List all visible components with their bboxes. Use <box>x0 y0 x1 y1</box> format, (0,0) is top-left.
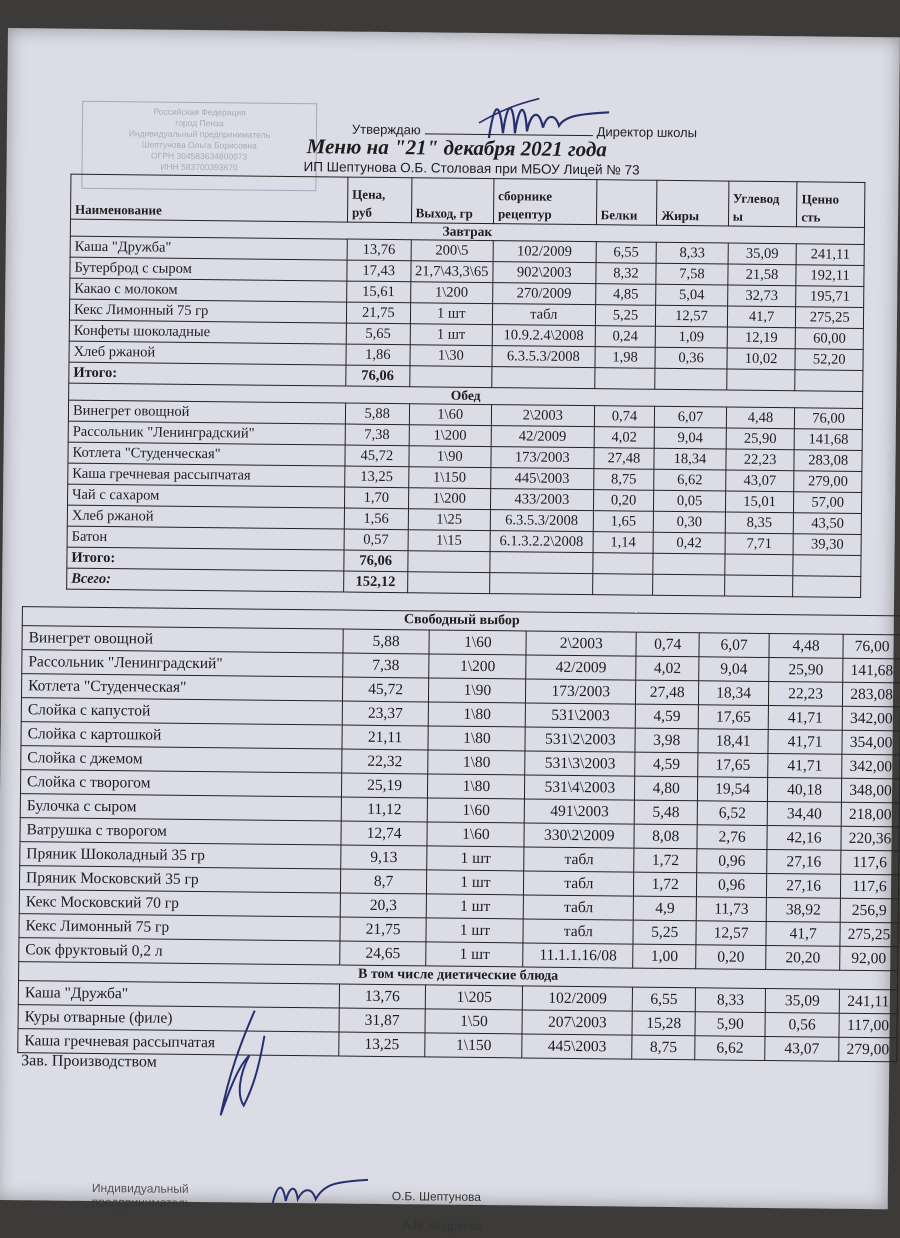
cell-value: 117,6 <box>841 850 899 875</box>
cell-value: 1\60 <box>409 404 492 426</box>
cell-value: 0,96 <box>697 873 767 898</box>
cell-value: 279,00 <box>839 1037 897 1062</box>
cell-value: 1,14 <box>593 532 654 554</box>
cell-value: 8,08 <box>634 824 697 849</box>
organization-stamp: Российская Федерация город Пенза Индивидуальный предприниматель Шептунова Ольга Борисовна ОГРН 304583634800073 ИНН 583700393670 <box>81 101 317 191</box>
cell-value: 1\90 <box>409 446 492 468</box>
cell-value: 13,76 <box>339 984 426 1009</box>
cell-value: 21,75 <box>340 917 427 942</box>
cell-value: 1\90 <box>429 678 526 703</box>
column-header: Белки <box>596 180 657 226</box>
dish-name: Слойка с капустой <box>21 698 342 725</box>
cell-value: 9,04 <box>654 427 726 449</box>
cell-value: 2\2003 <box>526 631 636 656</box>
cell-value: 1,70 <box>344 487 408 509</box>
cell-value: 1\200 <box>410 282 493 304</box>
cell-value: 76,00 <box>843 634 900 659</box>
cell-value: 7,58 <box>656 263 728 285</box>
section-title: Обед <box>69 383 863 408</box>
page-subtitle: ИП Шептунова О.Б. Столовая при МБОУ Лицей № 73 <box>303 159 640 178</box>
total-value: 76,06 <box>346 365 410 387</box>
empty-cell <box>409 366 492 388</box>
manager-signature <box>209 1005 280 1126</box>
dish-name: Каша "Дружба" <box>70 236 347 260</box>
cell-value: 5,65 <box>346 323 410 345</box>
cell-value: 354,00 <box>842 730 900 755</box>
cell-value: 60,00 <box>796 328 864 350</box>
dish-name: Куры отварные (филе) <box>18 1005 339 1032</box>
cell-value: 21,58 <box>728 264 797 286</box>
cell-value: 6.3.5.3/2008 <box>490 510 593 532</box>
cell-value: 52,20 <box>795 349 863 371</box>
cell-value: 207\2003 <box>522 1010 632 1035</box>
cell-value: 1,72 <box>634 848 697 873</box>
cell-value: 21,7\43,3\65 <box>410 261 493 283</box>
cell-value: 5,90 <box>695 1012 765 1037</box>
entrepreneur-name: О.Б. Шептунова <box>391 1189 482 1205</box>
cell-value: 1 шт <box>426 918 523 943</box>
cell-value: 8,75 <box>593 469 654 491</box>
cell-value: 117,00 <box>839 1013 897 1038</box>
free-choice-table <box>17 606 900 1062</box>
cell-value: 11,73 <box>696 897 766 922</box>
cell-value: табл <box>523 919 633 944</box>
cell-value: 32,73 <box>727 285 796 307</box>
dish-name: Котлета "Студенческая" <box>21 674 342 701</box>
cell-value: 1\200 <box>429 654 526 679</box>
cell-value: 902\2003 <box>493 262 596 284</box>
cell-value: 22,23 <box>726 449 795 471</box>
cell-value: 1,56 <box>344 508 408 530</box>
cell-value: 1,00 <box>633 944 696 969</box>
cell-value: 0,57 <box>344 529 408 551</box>
cell-value: табл <box>523 895 633 920</box>
cell-value: 275,25 <box>840 922 898 947</box>
cell-value: 4,59 <box>635 752 698 777</box>
cell-value: 9,04 <box>699 657 769 682</box>
cell-value: 192,11 <box>796 265 864 287</box>
dish-name: Пряник Шоколадный 35 гр <box>20 842 341 869</box>
cell-value: 1 шт <box>410 324 493 346</box>
cell-value: 1,72 <box>634 872 697 897</box>
cell-value: 92,00 <box>840 946 898 971</box>
cell-value: 12,57 <box>656 305 728 327</box>
cell-value: 2,76 <box>697 825 767 850</box>
cell-value: 31,87 <box>339 1008 426 1033</box>
cell-value: 43,50 <box>794 513 862 535</box>
cell-value: 41,71 <box>768 706 842 731</box>
cell-value: 4,9 <box>633 896 696 921</box>
empty-cell <box>407 551 490 573</box>
cell-value: 41,71 <box>768 729 842 754</box>
column-header: Жиры <box>657 180 729 226</box>
cell-value: 57,00 <box>794 492 862 514</box>
cell-value: 24,65 <box>339 941 426 966</box>
cell-value: 1\50 <box>425 1009 522 1034</box>
grand-total-label: Всего: <box>67 568 344 592</box>
cell-value: 17,65 <box>698 705 768 730</box>
cell-value: 12,19 <box>727 327 796 349</box>
cell-value: 102/2009 <box>493 241 596 263</box>
cell-value: 0,30 <box>654 511 726 533</box>
cell-value: 0,56 <box>765 1012 839 1037</box>
entrepreneur-signature <box>268 1173 378 1214</box>
cell-value: 342,00 <box>842 754 900 779</box>
cell-value: 6,62 <box>654 469 726 491</box>
cell-value: 1 шт <box>427 870 524 895</box>
cell-value: 0,24 <box>595 326 656 348</box>
cell-value: 0,05 <box>654 490 726 512</box>
cell-value: 275,25 <box>796 307 864 329</box>
cell-value: 5,04 <box>656 284 728 306</box>
cell-value: 4,48 <box>726 407 795 429</box>
cell-value: 1\200 <box>408 488 491 510</box>
cell-value: 35,09 <box>728 243 797 265</box>
empty-cell <box>490 552 593 574</box>
cell-value: 9,13 <box>340 845 427 870</box>
empty-cell <box>724 575 793 597</box>
dish-name: Кекс Лимонный 75 гр <box>19 914 340 941</box>
cell-value: 330\2\2009 <box>524 823 634 848</box>
cell-value: табл <box>492 304 595 326</box>
cell-value: 342,00 <box>842 706 900 731</box>
empty-cell <box>594 368 655 390</box>
cell-value: 1 шт <box>426 942 523 967</box>
cell-value: табл <box>524 871 634 896</box>
cell-value: 7,38 <box>342 653 429 678</box>
cell-value: 1\200 <box>409 425 492 447</box>
cell-value: 1\15 <box>408 530 491 552</box>
cell-value: 45,72 <box>342 677 429 702</box>
cell-value: 6,62 <box>695 1036 765 1061</box>
production-manager-label: Зав. Производством <box>21 1052 157 1071</box>
cell-value: 0,42 <box>653 532 725 554</box>
cell-value: 27,48 <box>636 680 699 705</box>
cell-value: 256,9 <box>840 898 898 923</box>
cell-value: 1,65 <box>593 511 654 533</box>
cell-value: 4,02 <box>636 656 699 681</box>
main-menu-table <box>66 174 865 598</box>
cell-value: 4,85 <box>595 284 656 306</box>
cell-value: 433/2003 <box>490 489 593 511</box>
cell-value: 220,36 <box>841 826 899 851</box>
cell-value: 15,01 <box>725 491 794 513</box>
cell-value: 1 шт <box>427 894 524 919</box>
empty-cell <box>492 367 595 389</box>
cell-value: 1,98 <box>595 347 656 369</box>
cell-value: 13,76 <box>347 239 411 261</box>
cell-value: 34,40 <box>767 801 841 826</box>
cell-value: 0,20 <box>696 945 766 970</box>
dish-name: Чай с сахаром <box>68 484 345 508</box>
cell-value: 5,25 <box>595 305 656 327</box>
cell-value: 1\60 <box>428 798 525 823</box>
grand-total-value: 152,12 <box>344 571 408 593</box>
cell-value: 25,90 <box>726 428 795 450</box>
director-position: Директор школы <box>596 124 698 141</box>
cell-value: 42/2009 <box>526 655 636 680</box>
cell-value: 5,88 <box>345 403 409 425</box>
cell-value: 45,72 <box>345 445 409 467</box>
cell-value: 141,68 <box>795 429 863 451</box>
footer-role: Индивидуальный предприниматель <box>91 1180 192 1210</box>
cell-value: 27,16 <box>767 849 841 874</box>
cell-value: 11,12 <box>341 797 428 822</box>
cell-value: 1,09 <box>655 326 727 348</box>
empty-cell <box>655 368 727 390</box>
cell-value: табл <box>524 847 634 872</box>
cell-value: 3,98 <box>635 728 698 753</box>
cell-value: 200\5 <box>411 240 494 262</box>
empty-cell <box>726 369 795 391</box>
cell-value: 19,54 <box>698 777 768 802</box>
cell-value: 4,48 <box>769 634 843 659</box>
dish-name: Рассольник "Ленинградский" <box>22 650 343 677</box>
cell-value: 4,80 <box>635 776 698 801</box>
cell-value: 20,3 <box>340 893 427 918</box>
cell-value: 1\25 <box>408 509 491 531</box>
cell-value: 10.9.2.4\2008 <box>492 325 595 347</box>
cell-value: 218,00 <box>841 802 899 827</box>
cell-value: 1,86 <box>346 344 410 366</box>
cell-value: 22,23 <box>769 682 843 707</box>
cell-value: 1\60 <box>427 822 524 847</box>
cell-value: 27,48 <box>594 448 655 470</box>
cell-value: 5,25 <box>633 920 696 945</box>
cell-value: 1\80 <box>429 702 526 727</box>
cell-value: 25,90 <box>769 658 843 683</box>
approve-label: Утверждаю <box>351 121 421 138</box>
cell-value: 10,02 <box>727 348 796 370</box>
cell-value: 8,35 <box>725 512 794 534</box>
cell-value: 1\80 <box>428 750 525 775</box>
column-header: Выход, гр <box>411 178 494 224</box>
cell-value: 0,74 <box>636 632 699 657</box>
dish-name: Сок фруктовый 0,2 л <box>19 938 340 965</box>
cell-value: 42,16 <box>767 825 841 850</box>
cell-value: 531\3\2003 <box>525 751 635 776</box>
empty-cell <box>725 554 794 576</box>
cell-value: 4,02 <box>594 427 655 449</box>
empty-cell <box>592 574 653 596</box>
dish-name: Рассольник "Ленинградский" <box>68 421 345 445</box>
cell-value: 1\30 <box>410 345 493 367</box>
cell-value: 6,55 <box>632 987 695 1012</box>
cell-value: 1\150 <box>425 1033 522 1058</box>
cell-value: 40,18 <box>768 777 842 802</box>
dish-name: Каша гречневая рассыпчатая <box>18 1029 339 1056</box>
cell-value: 270/2009 <box>493 283 596 305</box>
cell-value: 283,08 <box>842 682 900 707</box>
dish-name: Бутерброд с сыром <box>70 257 347 281</box>
total-label: Итого: <box>67 547 344 571</box>
cell-value: 531\2003 <box>525 703 635 728</box>
section-title: В том числе диетические блюда <box>19 962 898 990</box>
dish-name: Булочка с сыром <box>20 794 341 821</box>
cell-value: 173/2003 <box>526 679 636 704</box>
cell-value: 13,25 <box>345 466 409 488</box>
column-header: Наименование <box>71 174 348 222</box>
cell-value: 241,11 <box>839 989 897 1014</box>
cell-value: 17,43 <box>347 260 411 282</box>
column-header: сборнике рецептур <box>493 179 596 225</box>
dish-name: Слойка с джемом <box>21 746 342 773</box>
cell-value: 531\4\2003 <box>525 775 635 800</box>
cell-value: 5,48 <box>634 800 697 825</box>
cell-value: 27,16 <box>766 873 840 898</box>
cell-value: 17,65 <box>698 753 768 778</box>
dish-name: Батон <box>67 526 344 550</box>
empty-cell <box>793 555 861 577</box>
cell-value: 21,11 <box>342 725 429 750</box>
cell-value: 7,71 <box>725 533 794 555</box>
cell-value: 43,07 <box>765 1036 839 1061</box>
cell-value: 20,20 <box>766 945 840 970</box>
total-value: 76,06 <box>344 550 408 572</box>
column-header: Углевод ы <box>728 181 797 227</box>
cell-value: 35,09 <box>765 988 839 1013</box>
cell-value: 491\2003 <box>524 799 634 824</box>
dish-name: Слойка с картошкой <box>21 722 342 749</box>
dish-name: Винегрет овощной <box>22 626 343 653</box>
cell-value: 141,68 <box>843 658 900 683</box>
dish-name: Винегрет овощной <box>68 400 345 424</box>
cell-value: 21,75 <box>346 302 410 324</box>
dish-name: Какао с молоком <box>70 278 347 302</box>
cell-value: 279,00 <box>794 471 862 493</box>
cell-value: 43,07 <box>725 470 794 492</box>
cell-value: 6,55 <box>596 242 657 264</box>
cell-value: 6,52 <box>697 801 767 826</box>
cell-value: 445\2003 <box>522 1034 632 1059</box>
dish-name: Хлеб ржаной <box>67 505 344 529</box>
cell-value: 6,07 <box>699 633 769 658</box>
cell-value: 23,37 <box>342 701 429 726</box>
cell-value: 1\150 <box>408 467 491 489</box>
section-title: Свободный выбор <box>22 607 900 635</box>
cell-value: 39,30 <box>793 534 861 556</box>
dish-name: Каша гречневая рассыпчатая <box>68 463 345 487</box>
cell-value: 12,57 <box>696 921 766 946</box>
cell-value: 348,00 <box>841 778 899 803</box>
cell-value: 15,28 <box>632 1011 695 1036</box>
cell-value: 41,7 <box>727 306 796 328</box>
cell-value: 117,6 <box>840 874 898 899</box>
cell-value: 173/2003 <box>491 447 594 469</box>
cell-value: 2\2003 <box>491 405 594 427</box>
cell-value: 7,38 <box>345 424 409 446</box>
cell-value: 195,71 <box>796 286 864 308</box>
cell-value: 1 шт <box>427 846 524 871</box>
cell-value: 76,00 <box>795 408 863 430</box>
cell-value: 41,71 <box>768 753 842 778</box>
cell-value: 102/2009 <box>523 986 633 1011</box>
cell-value: 445\2003 <box>491 468 594 490</box>
cell-value: 1\80 <box>428 726 525 751</box>
column-header: Ценно сть <box>797 182 865 228</box>
cell-value: 0,96 <box>697 849 767 874</box>
cell-value: 4,59 <box>635 704 698 729</box>
page-title: Меню на "21" декабря 2021 года <box>306 134 607 162</box>
cell-value: 1\205 <box>426 985 523 1010</box>
dish-name: Слойка с творогом <box>20 770 341 797</box>
dish-name: Ватрушка с творогом <box>20 818 341 845</box>
empty-cell <box>407 572 490 594</box>
cell-value: 1 шт <box>410 303 493 325</box>
cell-value: 0,20 <box>593 490 654 512</box>
cell-value: 15,61 <box>347 281 411 303</box>
document-page <box>0 28 900 1234</box>
dish-name: Кекс Московский 70 гр <box>19 890 340 917</box>
dish-name: Пряник Московский 35 гр <box>19 866 340 893</box>
dish-name: Котлета "Студенческая" <box>68 442 345 466</box>
cell-value: 18,34 <box>654 448 726 470</box>
cell-value: 41,7 <box>766 921 840 946</box>
cell-value: 531\2\2003 <box>525 727 635 752</box>
cell-value: 25,19 <box>341 773 428 798</box>
cell-value: 38,92 <box>766 897 840 922</box>
cell-value: 22,32 <box>341 749 428 774</box>
cell-value: 11.1.1.16/08 <box>523 943 633 968</box>
empty-cell <box>793 576 861 598</box>
cell-value: 6.3.5.3/2008 <box>492 346 595 368</box>
cell-value: 13,25 <box>338 1032 425 1057</box>
dish-name: Каша "Дружба" <box>18 981 339 1008</box>
second-signatory-name: А.В. Андреева <box>402 1218 484 1234</box>
empty-cell <box>653 553 725 575</box>
cell-value: 8,33 <box>695 988 765 1013</box>
cell-value: 18,34 <box>699 681 769 706</box>
cell-value: 6,07 <box>655 406 727 428</box>
cell-value: 18,41 <box>698 729 768 754</box>
cell-value: 283,08 <box>794 450 862 472</box>
cell-value: 241,11 <box>796 244 864 266</box>
cell-value: 8,7 <box>340 869 427 894</box>
cell-value: 5,88 <box>343 629 430 654</box>
dish-name: Хлеб ржаной <box>69 341 346 365</box>
empty-cell <box>490 573 593 595</box>
dish-name: Кекс Лимонный 75 гр <box>69 299 346 323</box>
cell-value: 0,36 <box>655 347 727 369</box>
cell-value: 1\80 <box>428 774 525 799</box>
column-header: Цена, руб <box>347 177 411 223</box>
cell-value: 8,32 <box>596 263 657 285</box>
cell-value: 8,33 <box>656 242 728 264</box>
cell-value: 42/2009 <box>491 426 594 448</box>
section-title: Завтрак <box>70 219 864 244</box>
empty-cell <box>795 370 863 392</box>
cell-value: 6.1.3.2.2\2008 <box>490 531 593 553</box>
empty-cell <box>653 574 725 596</box>
cell-value: 1\60 <box>429 630 526 655</box>
cell-value: 12,74 <box>341 821 428 846</box>
dish-name: Конфеты шоколадные <box>69 320 346 344</box>
total-label: Итого: <box>69 362 346 386</box>
cell-value: 8,75 <box>632 1035 695 1060</box>
cell-value: 0,74 <box>594 406 655 428</box>
empty-cell <box>592 553 653 575</box>
